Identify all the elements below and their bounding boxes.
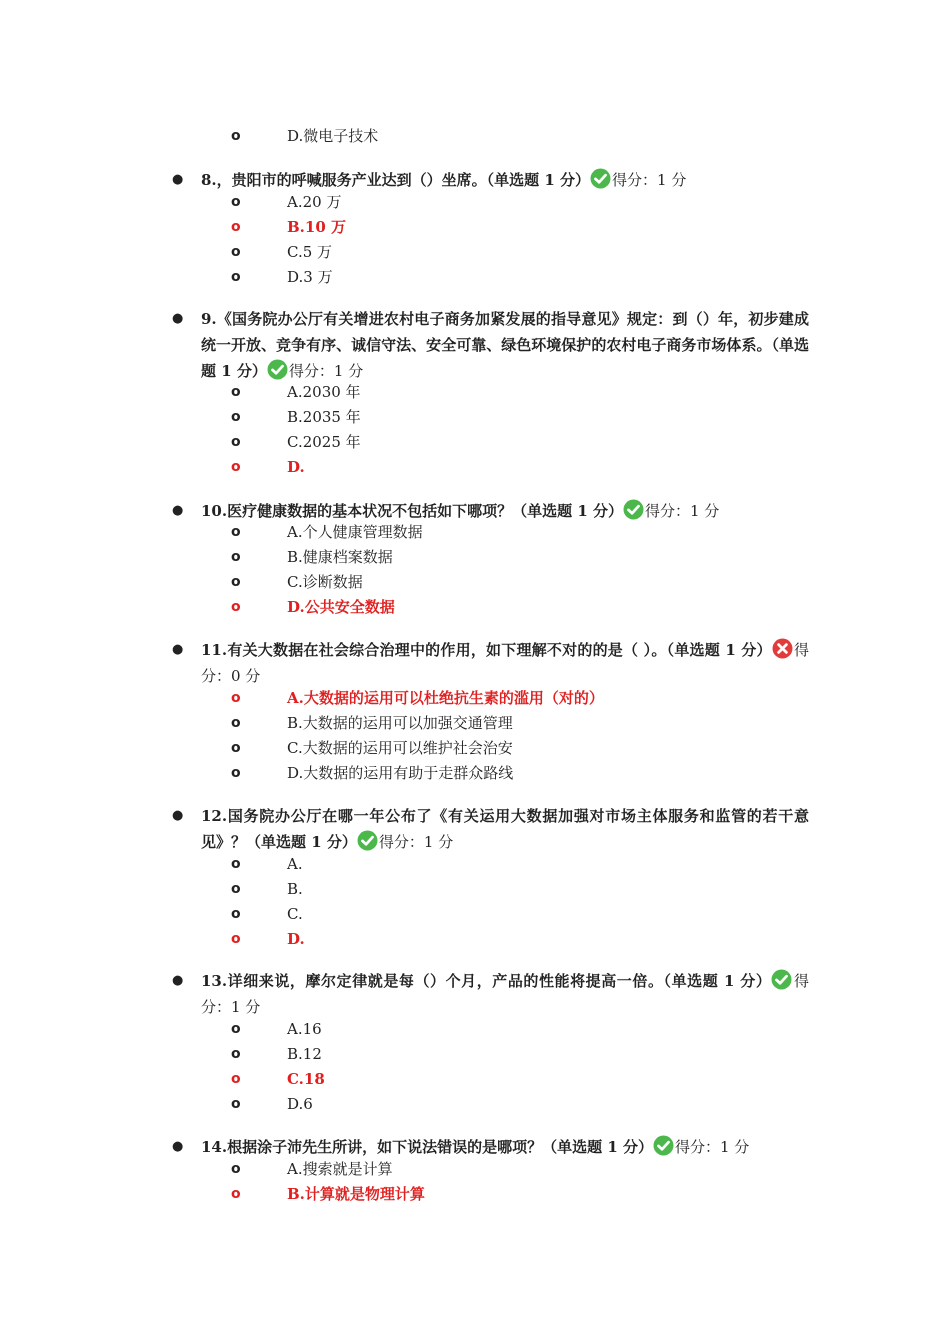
option-text: D. — [287, 458, 305, 476]
correct-check-icon — [267, 359, 288, 380]
option-text: A.大数据的运用可以杜绝抗生素的滥用（对的） — [287, 689, 604, 707]
option-marker: o — [231, 1161, 241, 1177]
option-marker: o — [231, 856, 241, 872]
option-marker: o — [231, 409, 241, 425]
question-text: 11.有关大数据在社会综合治理中的作用，如下理解不对的的是（ ）。（单选题 1 分） — [201, 641, 772, 659]
question-text: 9.《国务院办公厅有关增进农村电子商务加紧发展的指导意见》规定：到（）年，初步建成统一开放、竞争有序、诚信守法、安全可靠、绿色环境保护的农村电子商务市场体系。（单选题 1 分） — [201, 310, 809, 380]
option-text: D.大数据的运用有助于走群众路线 — [287, 764, 514, 782]
question-bullet: ● — [172, 808, 184, 823]
correct-check-icon — [357, 830, 378, 851]
question-stem — [201, 968, 809, 1020]
question-text: 12.国务院办公厅在哪一年公布了《有关运用大数据加强对市场主体服务和监管的若干意见》？（单选题 1 分） — [201, 807, 809, 851]
option-marker: o — [231, 574, 241, 590]
option-marker: o — [231, 715, 241, 731]
option-text: C.大数据的运用可以维护社会治安 — [287, 739, 513, 757]
question-text: 14.根据涂子沛先生所讲，如下说法错误的是哪项？（单选题 1 分） — [201, 1138, 653, 1156]
score-text: 得分：1 分 — [612, 171, 687, 189]
option-marker: o — [231, 881, 241, 897]
option-marker: o — [231, 524, 241, 540]
question-text: 13.详细来说，摩尔定律就是每（）个月，产品的性能将提高一倍。（单选题 1 分） — [201, 972, 772, 990]
option-text: A.16 — [287, 1020, 322, 1038]
correct-check-icon — [590, 168, 611, 189]
option-marker: o — [231, 244, 241, 260]
option-text: B.计算就是物理计算 — [287, 1185, 425, 1203]
score-text: 得分：1 分 — [378, 833, 454, 851]
score-text: 得分：0 分 — [201, 641, 809, 685]
correct-check-icon — [623, 499, 644, 520]
option-marker: o — [231, 1046, 241, 1062]
question-bullet: ● — [172, 172, 184, 187]
option-marker: o — [231, 1071, 241, 1087]
option-text: A. — [287, 855, 303, 873]
question-text: 8.，贵阳市的呼喊服务产业达到（）坐席。（单选题 1 分） — [201, 171, 591, 189]
option-marker: o — [231, 219, 241, 235]
option-text: A.2030 年 — [287, 383, 361, 401]
option-marker: o — [231, 1186, 241, 1202]
option-text: B. — [287, 880, 303, 898]
score-text: 得分：1 分 — [288, 362, 364, 380]
option-text: B.2035 年 — [287, 408, 361, 426]
option-text: C.2025 年 — [287, 433, 361, 451]
option-text: B.10 万 — [287, 218, 346, 236]
option-marker: o — [231, 1021, 241, 1037]
correct-check-icon — [771, 969, 792, 990]
option-marker: o — [231, 269, 241, 285]
option-marker: o — [231, 194, 241, 210]
option-text: D.3 万 — [287, 268, 333, 286]
score-text: 得分：1 分 — [201, 972, 809, 1016]
option-text: B.12 — [287, 1045, 322, 1063]
option-marker: o — [231, 434, 241, 450]
option-text: A.个人健康管理数据 — [287, 523, 423, 541]
option-marker: o — [231, 1096, 241, 1112]
option-text: A.20 万 — [287, 193, 342, 211]
option-text: C. — [287, 905, 303, 923]
option-marker: o — [231, 599, 241, 615]
question-bullet: ● — [172, 311, 184, 326]
question-stem — [201, 637, 809, 689]
question-stem — [201, 306, 809, 384]
option-text: A.搜索就是计算 — [287, 1160, 393, 1178]
option-text: D.公共安全数据 — [287, 598, 395, 616]
option-marker: o — [231, 549, 241, 565]
option-marker: o — [231, 740, 241, 756]
option-text: C.5 万 — [287, 243, 333, 261]
option-marker: o — [231, 690, 241, 706]
option-text: C.18 — [287, 1070, 325, 1088]
option-text: D.微电子技术 — [287, 127, 379, 145]
option-text: B.大数据的运用可以加强交通管理 — [287, 714, 513, 732]
option-marker: o — [231, 384, 241, 400]
correct-check-icon — [653, 1135, 674, 1156]
option-marker: o — [231, 906, 241, 922]
option-marker: o — [231, 765, 241, 781]
question-bullet: ● — [172, 642, 184, 657]
question-stem — [201, 803, 809, 855]
option-text: D.6 — [287, 1095, 313, 1113]
question-text: 10.医疗健康数据的基本状况不包括如下哪项？（单选题 1 分） — [201, 502, 623, 520]
question-bullet: ● — [172, 503, 184, 518]
option-marker: o — [231, 931, 241, 947]
option-marker: o — [231, 128, 241, 144]
score-text: 得分：1 分 — [644, 502, 720, 520]
score-text: 得分：1 分 — [674, 1138, 750, 1156]
option-text: C.诊断数据 — [287, 573, 363, 591]
option-text: D. — [287, 930, 305, 948]
wrong-cross-icon — [772, 638, 793, 659]
option-text: B.健康档案数据 — [287, 548, 393, 566]
question-bullet: ● — [172, 1139, 184, 1154]
question-bullet: ● — [172, 973, 184, 988]
option-marker: o — [231, 459, 241, 475]
